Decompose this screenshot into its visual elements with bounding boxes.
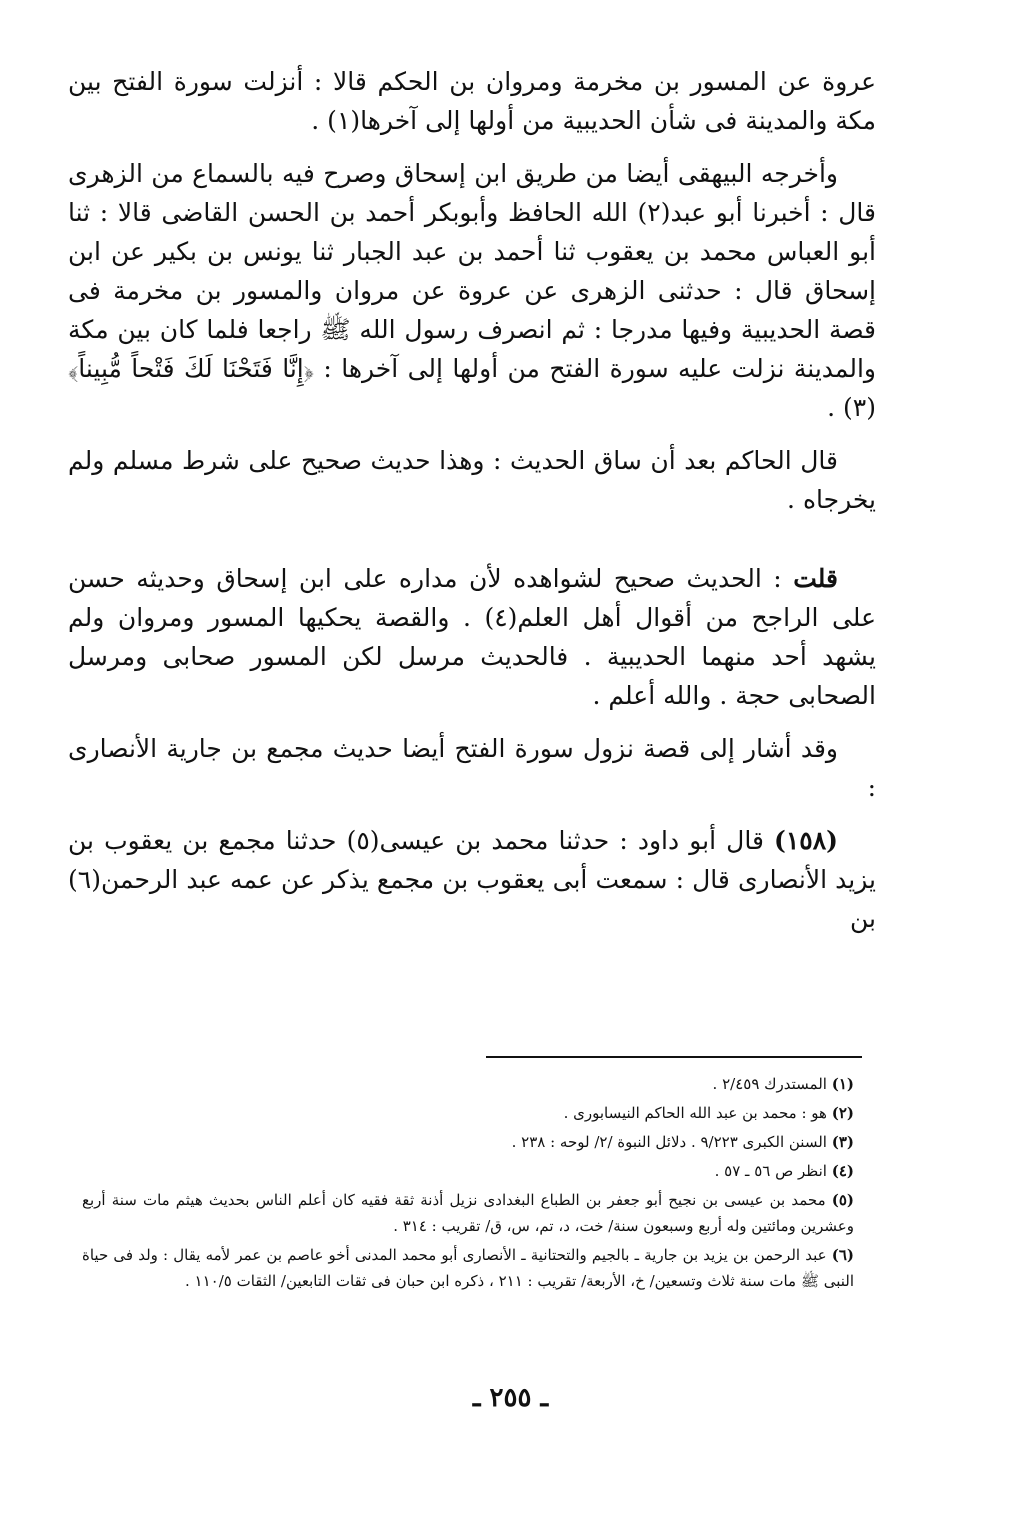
footnote-marker: (٦) xyxy=(831,1246,854,1264)
paragraph-4-lead: قلت xyxy=(793,564,838,593)
paragraph-4 xyxy=(68,559,876,715)
paragraph-3: قال الحاكم بعد أن ساق الحديث : وهذا حديث صحيح على شرط مسلم ولم يخرجاه . xyxy=(68,446,876,514)
footnote xyxy=(82,1187,854,1239)
footnotes xyxy=(82,1071,854,1297)
footnote-text: عبد الرحمن بن يزيد بن جارية ـ بالجيم والتحتانية ـ الأنصارى أبو محمد المدنى أخو عاصم بن عمر لأمه يقال : ولد فى حياة النبى ﷺ مات سنة ثلاث وتسعين/ خ، الأربعة/ تقريب : ٢١١ ، ذكره ابن حبان فى ثقات التابعين/ الثقات ١١٠/٥ . xyxy=(82,1246,854,1290)
paragraph-4-body: : الحديث صحيح لشواهده لأن مداره على ابن إسحاق وحديثه حسن على الراجح من أقوال أهل العلم(٤) . والقصة يحكيها المسور ومروان ولم يشهد أحد منهما الحديبية . فالحديث مرسل لكن المسور صحابى ومرسل الصحابى حجة . والله أعلم . xyxy=(68,564,876,710)
footnote-text: المستدرك ٢/٤٥٩ . xyxy=(712,1075,832,1093)
paragraph-6 xyxy=(68,821,876,938)
footnote xyxy=(82,1129,854,1155)
footnote-separator xyxy=(486,1056,862,1058)
hadith-number: (١٥٨) xyxy=(774,826,838,855)
paragraph-2: وأخرجه البيهقى أيضا من طريق ابن إسحاق وصرح فيه بالسماع من الزهرى قال : أخبرنا أبو عبد(٢) الله الحافظ وأبوبكر أحمد بن الحسن القاضى قالا : ثنا أبو العباس محمد بن يعقوب ثنا أحمد بن عبد الجبار ثنا يونس بن بكير عن ابن إسحاق قال : حدثنى الزهرى عن عروة عن مروان والمسور بن مخرمة فى قصة الحديبية وفيها مدرجا : ثم انصرف رسول الله ﷺ راجعا فلما كان بين مكة والمدينة نزلت عليه سورة الفتح من أولها إلى آخرها : ﴿إِنَّا فَتَحْنَا لَكَ فَتْحاً مُّبِيناً﴾(٣) . xyxy=(68,159,876,422)
paragraph-1: عروة عن المسور بن مخرمة ومروان بن الحكم قالا : أنزلت سورة الفتح بين مكة والمدينة فى شأن الحديبية من أولها إلى آخرها(١) . xyxy=(68,67,876,135)
paragraph-6-body: قال أبو داود : حدثنا محمد بن عيسى(٥) حدثنا مجمع بن يعقوب بن يزيد الأنصارى قال : سمعت أبى يعقوب بن مجمع يذكر عن عمه عبد الرحمن(٦) بن xyxy=(68,826,876,933)
footnote xyxy=(82,1158,854,1184)
footnote xyxy=(82,1100,854,1126)
footnote-text: انظر ص ٥٦ ـ ٥٧ . xyxy=(714,1162,832,1180)
footnote-marker: (٢) xyxy=(831,1104,854,1122)
main-text xyxy=(68,62,876,952)
paragraph-5: وقد أشار إلى قصة نزول سورة الفتح أيضا حديث مجمع بن جارية الأنصارى : xyxy=(68,734,876,802)
footnote-text: السنن الكبرى ٩/٢٢٣ . دلائل النبوة /٢/ لوحه : ٢٣٨ . xyxy=(511,1133,832,1151)
footnote-text: هو : محمد بن عبد الله الحاكم النيسابورى . xyxy=(563,1104,832,1122)
footnote-text: محمد بن عيسى بن نجيح أبو جعفر بن الطباع البغدادى نزيل أذنة ثقة فقيه كان أعلم الناس بحديث هيثم مات سنة أربع وعشرين ومائتين وله أربع وسبعون سنة/ خت، د، تم، س، ق/ تقريب : ٣١٤ . xyxy=(82,1191,854,1235)
footnote-marker: (٤) xyxy=(831,1162,854,1180)
page-number: ـ ٢٥٥ ـ xyxy=(472,1383,549,1413)
footnote-marker: (٣) xyxy=(831,1133,854,1151)
footnote-marker: (٥) xyxy=(831,1191,854,1209)
footnote xyxy=(82,1071,854,1097)
footnote xyxy=(82,1242,854,1294)
footnote-marker: (١) xyxy=(831,1075,854,1093)
